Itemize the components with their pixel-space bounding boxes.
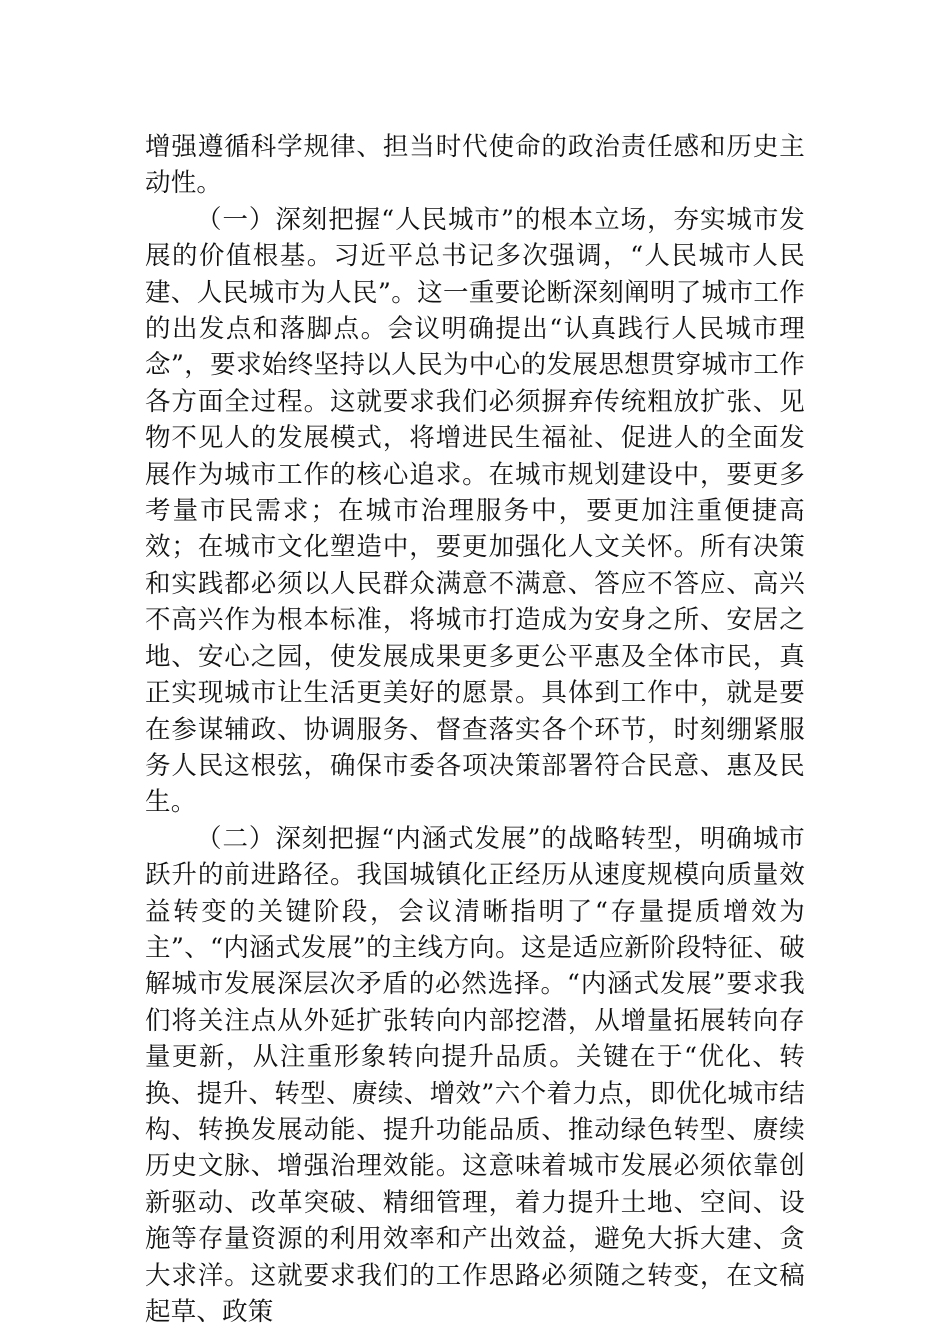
paragraph-section-two: （二）深刻把握“内涵式发展”的战略转型，明确城市跃升的前进路径。我国城镇化正经历从速度规模向质量效益转变的关键阶段，会议清晰指明了“存量提质增效为主”、“内涵式发展”的主线方向。这是适应新阶段特征、破解城市发展深层次矛盾的必然选择。“内涵式发展”要求我们将关注点从外延扩张转向内部挖潜，从增量拓展转向存量更新，从注重形象转向提升品质。关键在于“优化、转换、提升、转型、赓续、增效”六个着力点，即优化城市结构、转换发展动能、提升功能品质、推动绿色转型、赓续历史文脉、增强治理效能。这意味着城市发展必须依靠创新驱动、改革突破、精细管理，着力提升土地、空间、设施等存量资源的利用效率和产出效益，避免大拆大建、贪大求洋。这就要求我们的工作思路必须随之转变，在文稿起草、政策 (145, 823, 805, 1327)
paragraph-section-one: （一）深刻把握“人民城市”的根本立场，夯实城市发展的价值根基。习近平总书记多次强调，“人民城市人民建、人民城市为人民”。这一重要论断深刻阐明了城市工作的出发点和落脚点。会议明确提出“认真践行人民城市理念”，要求始终坚持以人民为中心的发展思想贯穿城市工作各方面全过程。这就要求我们必须摒弃传统粗放扩张、见物不见人的发展模式，将增进民生福祉、促进人的全面发展作为城市工作的核心追求。在城市规划建设中，要更多考量市民需求；在城市治理服务中，要更加注重便捷高效；在城市文化塑造中，要更加强化人文关怀。所有决策和实践都必须以人民群众满意不满意、答应不答应、高兴不高兴作为根本标准，将城市打造成为安身之所、安居之地、安心之园，使发展成果更多更公平惠及全体市民，真正实现城市让生活更美好的愿景。具体到工作中，就是要在参谋辅政、协调服务、督查落实各个环节，时刻绷紧服务人民这根弦，确保市委各项决策部署符合民意、惠及民生。 (145, 204, 805, 818)
document-body (145, 129, 805, 1330)
paragraph-continuation: 增强遵循科学规律、担当时代使命的政治责任感和历史主动性。 (145, 132, 805, 199)
